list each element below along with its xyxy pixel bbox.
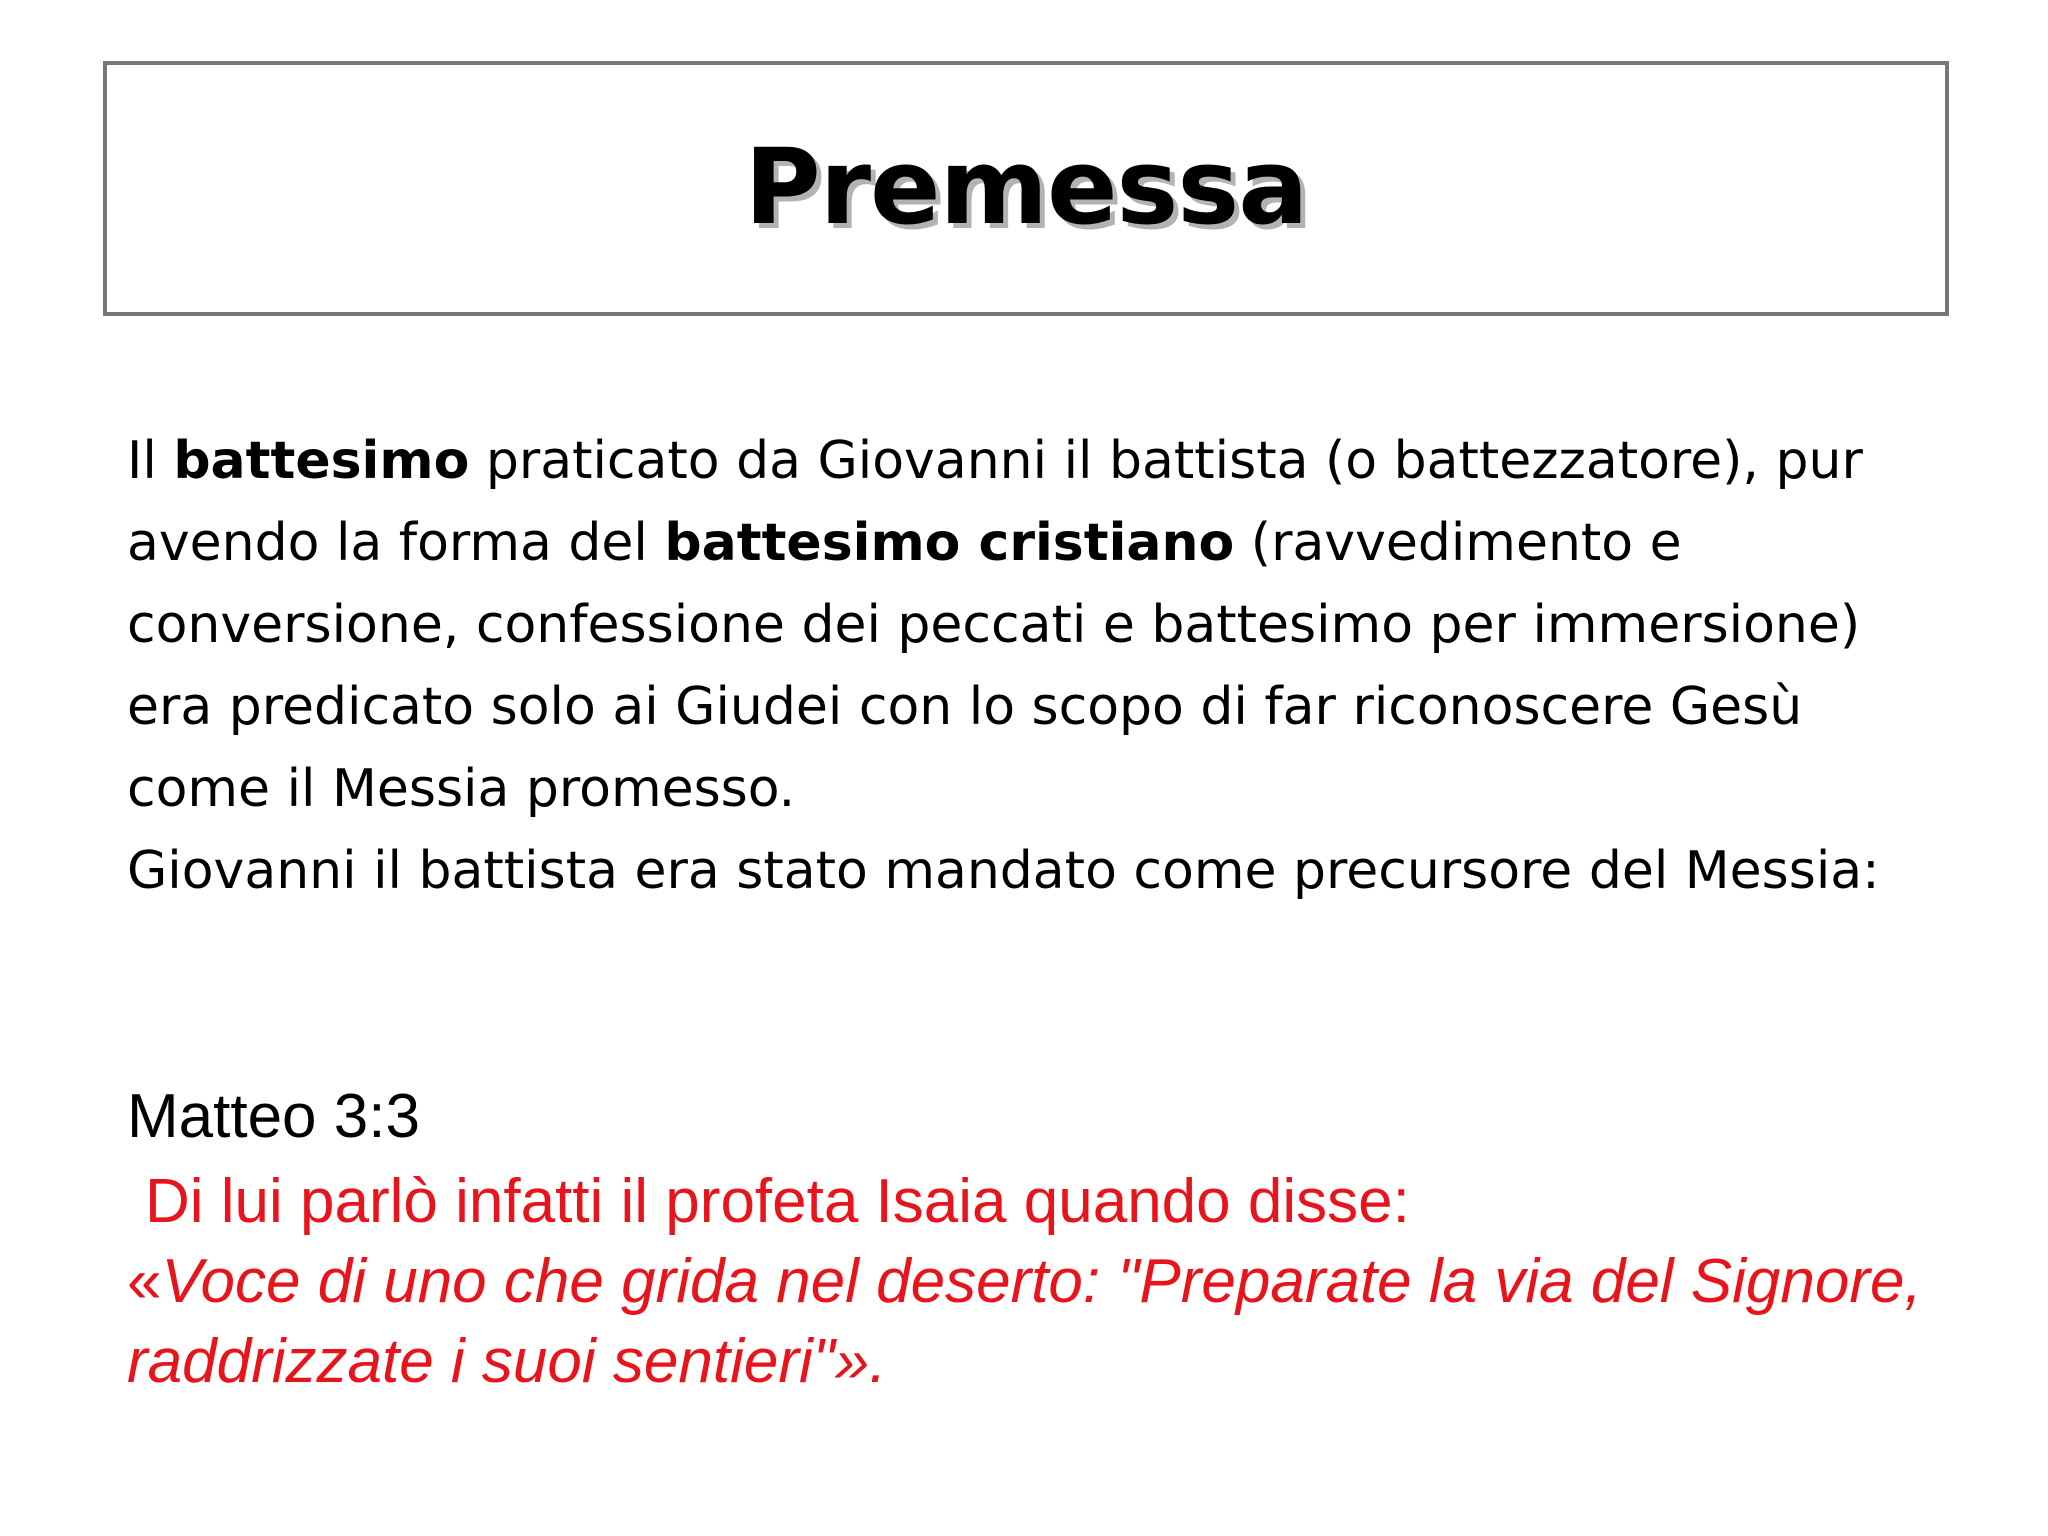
paragraph-precursor: Giovanni il battista era stato mandato come precursore del Messia: — [127, 841, 1880, 901]
bold-battesimo: battesimo — [173, 431, 470, 491]
paragraph-text-1: Il — [127, 431, 174, 491]
scripture-quote — [127, 1162, 1957, 1402]
scripture-reference: Matteo 3:3 — [127, 1082, 420, 1151]
body-text — [127, 420, 1947, 912]
quote-intro: Di lui parlò infatti il profeta Isaia quando disse: — [145, 1167, 1410, 1236]
paragraph-text-2: praticato da Giovanni il battista (o battezzatore), pur avendo la forma del — [127, 431, 1863, 573]
title-box — [103, 61, 1949, 316]
bold-battesimo-cristiano: battesimo cristiano — [664, 513, 1235, 573]
paragraph-intro — [127, 420, 1947, 830]
quote-open-mark: « — [127, 1247, 162, 1316]
quote-verse: Voce di uno che grida nel deserto: "Preparate la via del Signore, raddrizzate i suoi sentieri"». — [127, 1247, 1922, 1396]
slide-title: Premessa — [744, 125, 1308, 248]
paragraph-text-3: (ravvedimento e conversione, confessione dei peccati e battesimo per immersione) era predicato solo ai Giudei con lo scopo di far riconoscere Gesù come il Messia promesso. — [127, 513, 1861, 819]
